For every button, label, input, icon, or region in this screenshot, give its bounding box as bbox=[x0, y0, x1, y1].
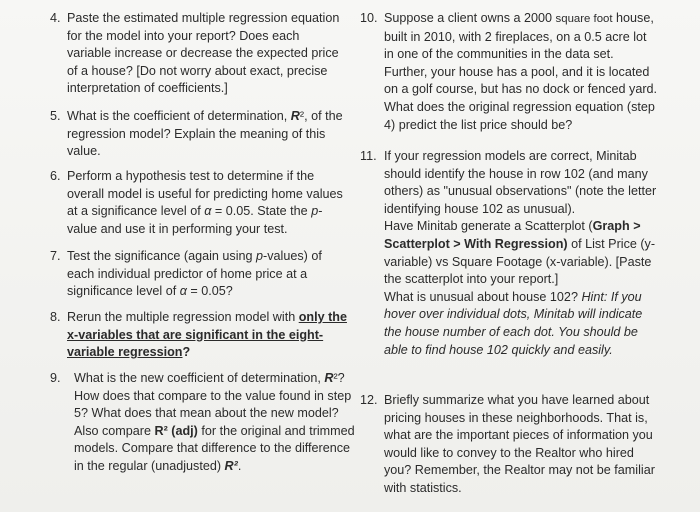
q8-text: Rerun the multiple regression model with bbox=[67, 310, 299, 324]
q10-text: house, bbox=[612, 11, 654, 25]
question-11-text bbox=[384, 148, 656, 359]
q6-line: value and use it in performing your test. bbox=[67, 221, 288, 236]
q11-line: should identify the house in row 102 (and many bbox=[384, 166, 648, 181]
q6-text: = 0.05. State the bbox=[211, 204, 312, 219]
question-5-number: 5. bbox=[50, 109, 61, 123]
q7-line: each individual predictor of home price at a bbox=[67, 266, 308, 281]
q9-line: How does that compare to the value found in step bbox=[74, 388, 352, 403]
q11-text: of List Price (y- bbox=[567, 236, 656, 251]
alpha-symbol: α bbox=[179, 284, 187, 299]
q8-text: ? bbox=[182, 345, 191, 360]
q11-hint: able to find house 102 quickly and easily. bbox=[384, 342, 613, 357]
q10-line: in one of the communities in the data set. bbox=[384, 47, 614, 62]
question-10-number: 10. bbox=[360, 11, 378, 25]
question-6-number: 6. bbox=[50, 169, 61, 183]
q7-text: Test the significance (again using bbox=[67, 249, 257, 263]
q10-line: What does the original regression equation (step bbox=[384, 99, 655, 114]
q6-line: overall model is useful for predicting home values bbox=[67, 186, 343, 201]
question-12-number: 12. bbox=[360, 393, 378, 407]
question-12-text bbox=[384, 392, 655, 498]
question-9-number: 9. bbox=[50, 371, 61, 385]
question-8-text bbox=[67, 309, 347, 362]
q9-text: in the regular (unadjusted) bbox=[74, 458, 225, 473]
r-squared-adj: R² (adj) bbox=[154, 423, 198, 438]
r-squared-symbol: R² bbox=[224, 458, 238, 473]
q12-line: you? Remember, the Realtor may not be familiar bbox=[384, 463, 655, 478]
q6-text: at a significance level of bbox=[67, 204, 205, 219]
q11-hint: Hint: If you bbox=[581, 289, 642, 304]
q8-emphasis: x-variables that are significant in the eight- bbox=[67, 327, 324, 342]
q10-line: built in 2010, with 2 fireplaces, on a 0.5 acre lot bbox=[384, 29, 647, 44]
q5-line: value. bbox=[67, 144, 101, 159]
question-8-number: 8. bbox=[50, 310, 61, 324]
q5-line: regression model? Explain the meaning of this bbox=[67, 126, 326, 141]
alpha-symbol: α bbox=[204, 204, 212, 219]
q12-line: with statistics. bbox=[384, 480, 462, 495]
q9-text: Also compare bbox=[74, 423, 155, 438]
q12-line: what are the important pieces of information you bbox=[384, 428, 653, 443]
q4-line: interpretation of coefficients.] bbox=[67, 81, 228, 96]
q9-text: ²? bbox=[333, 371, 345, 385]
q9-text: for the original and trimmed bbox=[197, 423, 355, 438]
p-symbol: p bbox=[311, 204, 319, 219]
question-6-text bbox=[67, 168, 343, 238]
question-7-number: 7. bbox=[50, 249, 61, 263]
q4-line: of a house? [Do not worry about exact, precise bbox=[67, 63, 328, 78]
q6-text: - bbox=[318, 204, 323, 219]
question-4-text bbox=[67, 10, 339, 98]
q10-line: 4) predict the list price should be? bbox=[384, 117, 573, 132]
q11-text: Have Minitab generate a Scatterplot ( bbox=[384, 219, 593, 234]
q12-line: would like to convey to the Realtor who hired bbox=[384, 445, 634, 460]
q12-line: pricing houses in these neighborhoods. That is, bbox=[384, 410, 648, 425]
q10-text: Suppose a client owns a 2000 bbox=[384, 11, 556, 25]
q8-emphasis: only the bbox=[298, 310, 347, 324]
q6-line: Perform a hypothesis test to determine if the bbox=[67, 169, 315, 183]
q11-line: identifying house 102 as unusual). bbox=[384, 201, 576, 216]
q7-text: significance level of bbox=[67, 284, 180, 299]
q11-text: What is unusual about house 102? bbox=[384, 289, 582, 304]
q10-line: on a golf course, but has no dock or fenced yard. bbox=[384, 82, 658, 97]
q9-line: models. Compare that difference to the difference bbox=[74, 441, 351, 456]
q9-line: 5? What does that mean about the new model? bbox=[74, 406, 339, 421]
p-symbol: p bbox=[256, 249, 264, 263]
q4-line: for the model into your report? Does each bbox=[67, 28, 300, 43]
question-4-number: 4. bbox=[50, 11, 61, 25]
question-7-text bbox=[67, 248, 322, 301]
q9-text: What is the new coefficient of determination, bbox=[74, 371, 325, 385]
q9-text: . bbox=[237, 458, 242, 473]
r-squared-symbol: R bbox=[324, 371, 334, 385]
q10-text: square foot bbox=[555, 13, 613, 25]
q11-hint: hover over individual dots, Minitab will indicate bbox=[384, 307, 643, 322]
q7-text: = 0.05? bbox=[186, 284, 233, 299]
q5-text: ², of the bbox=[299, 109, 343, 123]
question-10-text bbox=[384, 10, 657, 134]
q11-line: If your regression models are correct, Minitab bbox=[384, 149, 637, 163]
q4-line: variable increase or decrease the expected price bbox=[67, 46, 339, 61]
q8-emphasis: variable regression bbox=[67, 345, 183, 360]
q10-line: Further, your house has a pool, and it is located bbox=[384, 64, 650, 79]
q11-menu-path: Scatterplot > With Regression) bbox=[384, 236, 568, 251]
question-5-text bbox=[67, 108, 343, 161]
question-11-number: 11. bbox=[360, 149, 377, 163]
q12-line: Briefly summarize what you have learned about bbox=[384, 393, 650, 407]
r-squared-symbol: R bbox=[290, 109, 300, 123]
q11-line: the scatterplot into your report.] bbox=[384, 272, 559, 287]
q11-hint: the house number of each dot. You should be bbox=[384, 324, 638, 339]
q11-line: others) as "unusual observations" (note the letter bbox=[384, 184, 657, 199]
q5-text: What is the coefficient of determination, bbox=[67, 109, 291, 123]
q11-line: variable) vs Square Footage (x-variable). [Paste bbox=[384, 254, 652, 269]
q4-line: Paste the estimated multiple regression equation bbox=[67, 11, 340, 25]
q7-text: -values) of bbox=[263, 249, 322, 263]
question-9-text bbox=[74, 370, 355, 476]
q11-menu-path: Graph > bbox=[592, 219, 641, 234]
